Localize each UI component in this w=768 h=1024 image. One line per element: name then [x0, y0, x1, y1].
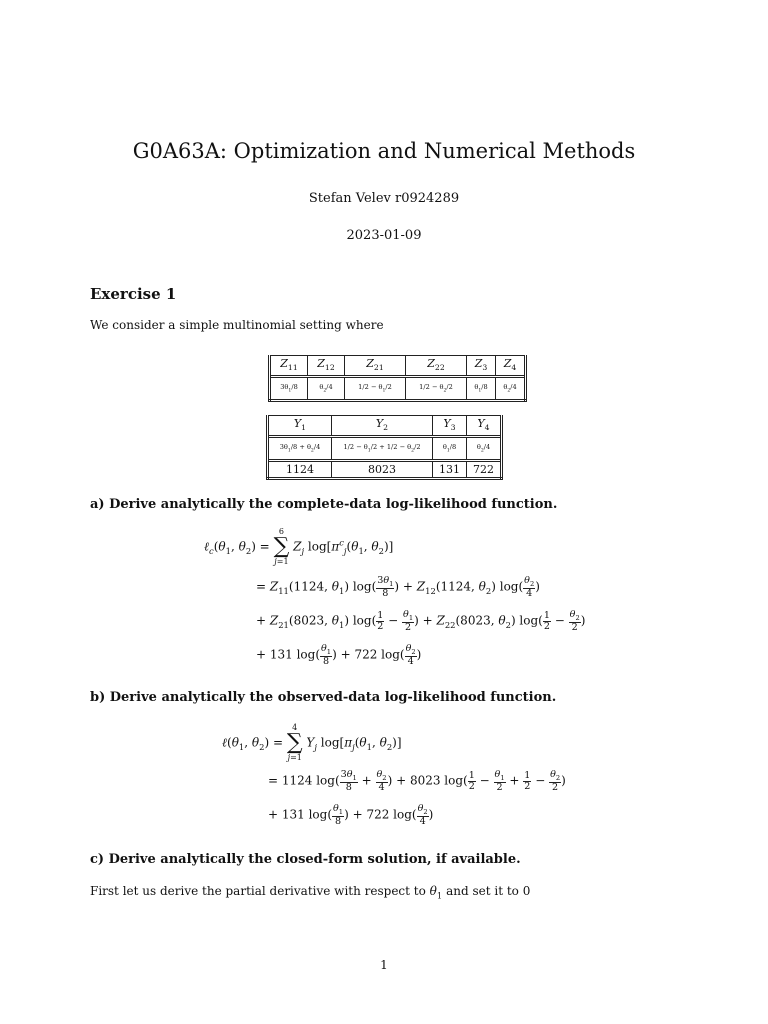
table-y-cell: $1/2 - \theta_1/2 + 1/2 - \theta_2/2$: [332, 437, 433, 460]
table-z-cell: $\theta_1/8$: [467, 377, 496, 400]
part-c-text-pre: First let us derive the partial derivative with respect to: [90, 884, 426, 898]
table-z-header: $Z_{22}$: [406, 356, 467, 377]
equation-complete-line4: + 131 log( $\frac{\theta_1}{8}$ ) + 722 log( $\frac{\theta_2}{4}$ ): [256, 643, 422, 667]
table-z-header: $Z_{21}$: [345, 356, 406, 377]
table-y-count: 131: [433, 460, 467, 478]
table-z-header: $Z_{12}$: [308, 356, 345, 377]
date: 2023-01-09: [346, 228, 422, 243]
table-y-cell: $\theta_1/8$: [433, 437, 467, 460]
equation-complete-line2: = $Z_{11}(1124$, $\theta_1$) log( $\frac{3\theta_1}{8}$ ) + $Z_{12}(1124$, $\theta_2$) log( $\frac{\theta_2}{4}$ ): [256, 575, 540, 599]
summation: 6 ∑ j=1: [273, 527, 290, 566]
table-y-header-row: [268, 416, 502, 437]
table-y-count: 8023: [332, 460, 433, 478]
table-z: [268, 355, 527, 402]
table-z-cell: $\theta_2/4$: [308, 377, 345, 400]
table-z-header: $Z_4$: [496, 356, 526, 377]
page-number: 1: [380, 958, 388, 972]
equation-observed-line1: $\ell(\theta_1$, $\theta_2$) = 4 ∑ j=1 $Y_j$ $\log[\pi_j(\theta_1$, $\theta_2$)]: [222, 723, 402, 762]
table-y: [266, 415, 503, 480]
table-y-cell: $3\theta_1/8 + \theta_2/4$: [268, 437, 332, 460]
table-y-cell: $\theta_2/4$: [467, 437, 502, 460]
intro-text: We consider a simple multinomial setting where: [90, 318, 384, 332]
table-z-prob-row: [270, 377, 526, 400]
part-b-heading: b) Derive analytically the observed-data log-likelihood function.: [90, 690, 557, 705]
equation-complete-line1: $\ell_c(\theta_1$, $\theta_2$) = 6 ∑ j=1 $Z_j$ $\log[\pi^c_j(\theta_1$, $\theta_2$)]: [204, 527, 394, 566]
part-c-text-post: and set it to 0: [446, 884, 531, 898]
table-y-count: 722: [467, 460, 502, 478]
table-z-header: $Z_{11}$: [270, 356, 308, 377]
table-y-header: $Y_1$: [268, 416, 332, 437]
equation-observed-line3: + 131 log( $\frac{\theta_1}{8}$ ) + 722 log( $\frac{\theta_2}{4}$ ): [268, 803, 434, 827]
summation: 4 ∑ j=1: [286, 723, 303, 762]
exercise-heading: Exercise 1: [90, 285, 177, 303]
part-c-heading: c) Derive analytically the closed-form solution, if available.: [90, 852, 521, 867]
author: Stefan Velev r0924289: [308, 191, 460, 206]
table-y-count-row: [268, 460, 502, 478]
paper-title: G0A63A: Optimization and Numerical Methods: [132, 139, 636, 163]
part-a-heading: a) Derive analytically the complete-data log-likelihood function.: [90, 497, 558, 512]
table-y-header: $Y_2$: [332, 416, 433, 437]
table-z-header: $Z_3$: [467, 356, 496, 377]
table-y-prob-row: [268, 437, 502, 460]
table-y-count: 1124: [268, 460, 332, 478]
equation-complete-line3: + $Z_{21}(8023$, $\theta_1$) log( $\frac{1}{2}$ − $\frac{\theta_1}{2}$ ) + $Z_{22}(8023$, $\theta_2$) log( $\frac{1}{2}$ − $\frac{\theta_2}{2}$ ): [256, 609, 586, 633]
part-c-text: First let us derive the partial derivative with respect to $\theta_1$ and set it to 0: [90, 884, 531, 901]
table-z-header-row: [270, 356, 526, 377]
equation-observed-line2: = 1124 log( $\frac{3\theta_1}{8}$ + $\frac{\theta_2}{4}$ ) + 8023 log( $\frac{1}{2}$ − $\frac{\theta_1}{2}$ + $\frac{1}{2}$ − $\frac{\theta_2}{2}$ ): [268, 769, 566, 793]
table-z-cell: $1/2 - \theta_1/2$: [345, 377, 406, 400]
table-z-cell: $3\theta_1/8$: [270, 377, 308, 400]
table-y-header: $Y_4$: [467, 416, 502, 437]
table-z-cell: $\theta_2/4$: [496, 377, 526, 400]
table-y-header: $Y_3$: [433, 416, 467, 437]
table-z-cell: $1/2 - \theta_2/2$: [406, 377, 467, 400]
